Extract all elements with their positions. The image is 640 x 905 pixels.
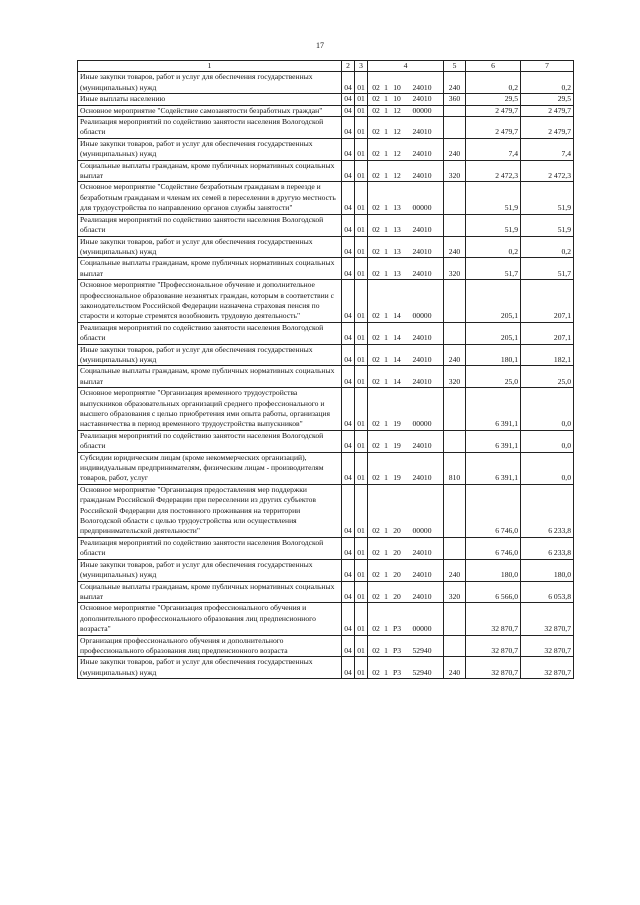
table-row <box>78 322 574 344</box>
article-direction: 24010 <box>412 333 432 343</box>
article-direction: 24010 <box>412 225 432 235</box>
table-row <box>78 344 574 366</box>
row-target-article <box>368 94 444 105</box>
row-amount-year-2: 25,0 <box>521 366 574 388</box>
row-subsection: 01 <box>355 258 368 280</box>
article-program: 02 <box>372 473 380 483</box>
article-event: 19 <box>393 441 401 451</box>
row-expense-type: 320 <box>444 366 466 388</box>
row-target-article <box>368 117 444 139</box>
row-amount-year-1: 180,0 <box>466 559 521 581</box>
row-expense-type: 240 <box>444 559 466 581</box>
row-expense-type <box>444 388 466 431</box>
row-target-article <box>368 105 444 116</box>
article-event: 12 <box>393 127 401 137</box>
article-program: 02 <box>372 441 380 451</box>
article-program: 02 <box>372 376 380 386</box>
row-expense-type <box>444 484 466 537</box>
row-section: 04 <box>342 94 355 105</box>
article-program: 02 <box>372 311 380 321</box>
article-subprogram: 1 <box>384 526 388 536</box>
article-event: 12 <box>393 171 401 181</box>
row-name: Реализация мероприятий по содействию занятости населения Вологодской области <box>78 322 342 344</box>
row-section: 04 <box>342 430 355 452</box>
article-program: 02 <box>372 419 380 429</box>
article-subprogram: 1 <box>384 624 388 634</box>
article-direction: 24010 <box>412 591 432 601</box>
row-amount-year-1: 0,2 <box>466 236 521 258</box>
row-target-article <box>368 430 444 452</box>
table-body <box>78 72 574 679</box>
row-target-article <box>368 452 444 484</box>
row-expense-type: 810 <box>444 452 466 484</box>
row-target-article <box>368 236 444 258</box>
article-subprogram: 1 <box>384 645 388 655</box>
row-target-article <box>368 72 444 94</box>
article-direction: 24010 <box>412 171 432 181</box>
article-event: 20 <box>393 570 401 580</box>
article-subprogram: 1 <box>384 94 388 104</box>
row-expense-type: 240 <box>444 657 466 679</box>
row-target-article <box>368 322 444 344</box>
article-subprogram: 1 <box>384 570 388 580</box>
row-target-article <box>368 484 444 537</box>
row-section: 04 <box>342 105 355 116</box>
row-name: Реализация мероприятий по содействию занятости населения Вологодской области <box>78 537 342 559</box>
article-event: P3 <box>392 645 402 655</box>
row-expense-type <box>444 280 466 323</box>
article-program: 02 <box>372 354 380 364</box>
row-section: 04 <box>342 344 355 366</box>
row-amount-year-1: 6 746,0 <box>466 537 521 559</box>
article-event: 13 <box>393 246 401 256</box>
row-expense-type <box>444 322 466 344</box>
article-program: 02 <box>372 203 380 213</box>
article-direction: 24010 <box>412 94 432 104</box>
row-expense-type: 360 <box>444 94 466 105</box>
row-amount-year-2: 207,1 <box>521 322 574 344</box>
article-subprogram: 1 <box>384 667 388 677</box>
article-event: 13 <box>393 268 401 278</box>
header-col-5: 5 <box>444 61 466 72</box>
article-direction: 24010 <box>412 441 432 451</box>
header-col-1: 1 <box>78 61 342 72</box>
article-subprogram: 1 <box>384 473 388 483</box>
row-amount-year-2: 7,4 <box>521 138 574 160</box>
row-subsection: 01 <box>355 117 368 139</box>
row-amount-year-2: 180,0 <box>521 559 574 581</box>
row-subsection: 01 <box>355 236 368 258</box>
article-direction: 24010 <box>412 570 432 580</box>
article-direction: 00000 <box>412 624 432 634</box>
row-target-article <box>368 603 444 635</box>
row-section: 04 <box>342 182 355 214</box>
row-name: Иные закупки товаров, работ и услуг для обеспечения государственных (муниципальных) нужд <box>78 236 342 258</box>
row-name: Иные закупки товаров, работ и услуг для обеспечения государственных (муниципальных) нужд <box>78 138 342 160</box>
row-amount-year-1: 32 870,7 <box>466 635 521 657</box>
article-subprogram: 1 <box>384 441 388 451</box>
table-row <box>78 160 574 182</box>
row-amount-year-2: 207,1 <box>521 280 574 323</box>
table-row <box>78 214 574 236</box>
article-subprogram: 1 <box>384 333 388 343</box>
article-program: 02 <box>372 645 380 655</box>
row-name: Реализация мероприятий по содействию занятости населения Вологодской области <box>78 214 342 236</box>
table-row <box>78 72 574 94</box>
article-event: 13 <box>393 225 401 235</box>
row-amount-year-1: 205,1 <box>466 322 521 344</box>
row-expense-type: 320 <box>444 258 466 280</box>
row-section: 04 <box>342 160 355 182</box>
row-name: Реализация мероприятий по содействию занятости населения Вологодской области <box>78 117 342 139</box>
row-amount-year-1: 51,7 <box>466 258 521 280</box>
row-section: 04 <box>342 581 355 603</box>
row-subsection: 01 <box>355 94 368 105</box>
article-program: 02 <box>372 82 380 92</box>
row-expense-type <box>444 105 466 116</box>
article-subprogram: 1 <box>384 82 388 92</box>
article-direction: 00000 <box>412 526 432 536</box>
article-program: 02 <box>372 225 380 235</box>
table-row <box>78 452 574 484</box>
row-section: 04 <box>342 280 355 323</box>
article-subprogram: 1 <box>384 376 388 386</box>
row-subsection: 01 <box>355 366 368 388</box>
table-row <box>78 182 574 214</box>
row-target-article <box>368 160 444 182</box>
article-event: 14 <box>393 354 401 364</box>
row-amount-year-2: 6 053,8 <box>521 581 574 603</box>
article-subprogram: 1 <box>384 354 388 364</box>
row-name: Основное мероприятие "Организация профессионального обучения и дополнительного профессионального образования лиц предпенсионного возраста" <box>78 603 342 635</box>
article-subprogram: 1 <box>384 419 388 429</box>
row-amount-year-2: 0,2 <box>521 72 574 94</box>
row-target-article <box>368 559 444 581</box>
article-event: 12 <box>393 105 401 115</box>
row-name: Иные закупки товаров, работ и услуг для обеспечения государственных (муниципальных) нужд <box>78 559 342 581</box>
article-direction: 24010 <box>412 548 432 558</box>
row-subsection: 01 <box>355 484 368 537</box>
article-direction: 24010 <box>412 82 432 92</box>
row-section: 04 <box>342 603 355 635</box>
article-subprogram: 1 <box>384 105 388 115</box>
header-col-3: 3 <box>355 61 368 72</box>
table-row <box>78 258 574 280</box>
row-section: 04 <box>342 72 355 94</box>
row-amount-year-2: 0,0 <box>521 452 574 484</box>
row-section: 04 <box>342 117 355 139</box>
row-amount-year-2: 0,0 <box>521 388 574 431</box>
row-section: 04 <box>342 366 355 388</box>
row-subsection: 01 <box>355 581 368 603</box>
row-subsection: 01 <box>355 537 368 559</box>
row-amount-year-1: 6 391,1 <box>466 388 521 431</box>
row-amount-year-1: 6 746,0 <box>466 484 521 537</box>
row-name: Социальные выплаты гражданам, кроме публичных нормативных социальных выплат <box>78 581 342 603</box>
row-amount-year-2: 32 870,7 <box>521 657 574 679</box>
row-amount-year-2: 2 479,7 <box>521 117 574 139</box>
table-row <box>78 94 574 105</box>
article-direction: 52940 <box>412 667 432 677</box>
row-expense-type <box>444 603 466 635</box>
article-program: 02 <box>372 333 380 343</box>
row-target-article <box>368 366 444 388</box>
row-section: 04 <box>342 635 355 657</box>
article-event: 10 <box>393 82 401 92</box>
row-amount-year-2: 6 233,8 <box>521 537 574 559</box>
article-program: 02 <box>372 526 380 536</box>
row-section: 04 <box>342 452 355 484</box>
row-expense-type <box>444 430 466 452</box>
row-amount-year-1: 32 870,7 <box>466 657 521 679</box>
row-subsection: 01 <box>355 160 368 182</box>
table-row <box>78 117 574 139</box>
article-direction: 24010 <box>412 473 432 483</box>
row-section: 04 <box>342 322 355 344</box>
row-name: Социальные выплаты гражданам, кроме публичных нормативных социальных выплат <box>78 160 342 182</box>
row-expense-type <box>444 117 466 139</box>
row-target-article <box>368 388 444 431</box>
article-event: 13 <box>393 203 401 213</box>
article-direction: 24010 <box>412 268 432 278</box>
article-direction: 00000 <box>412 203 432 213</box>
row-amount-year-2: 2 472,3 <box>521 160 574 182</box>
row-target-article <box>368 280 444 323</box>
article-event: 20 <box>393 591 401 601</box>
row-amount-year-2: 182,1 <box>521 344 574 366</box>
row-amount-year-2: 2 479,7 <box>521 105 574 116</box>
row-section: 04 <box>342 214 355 236</box>
row-target-article <box>368 344 444 366</box>
row-subsection: 01 <box>355 635 368 657</box>
article-program: 02 <box>372 246 380 256</box>
article-subprogram: 1 <box>384 591 388 601</box>
article-subprogram: 1 <box>384 149 388 159</box>
row-amount-year-2: 51,7 <box>521 258 574 280</box>
row-name: Основное мероприятие "Организация временного трудоустройства выпускников образовательных организаций среднего профессионального и высшего образования с целью приобретения ими опыта работы, организация наставничества в период временного трудоустройства выпускников" <box>78 388 342 431</box>
row-subsection: 01 <box>355 603 368 635</box>
article-program: 02 <box>372 667 380 677</box>
row-amount-year-2: 32 870,7 <box>521 635 574 657</box>
row-subsection: 01 <box>355 430 368 452</box>
row-amount-year-1: 205,1 <box>466 280 521 323</box>
article-event: 14 <box>393 311 401 321</box>
article-event: 14 <box>393 376 401 386</box>
article-subprogram: 1 <box>384 548 388 558</box>
row-name: Реализация мероприятий по содействию занятости населения Вологодской области <box>78 430 342 452</box>
row-expense-type: 240 <box>444 344 466 366</box>
row-name: Социальные выплаты гражданам, кроме публичных нормативных социальных выплат <box>78 258 342 280</box>
row-expense-type: 320 <box>444 160 466 182</box>
header-col-7: 7 <box>521 61 574 72</box>
row-target-article <box>368 138 444 160</box>
article-program: 02 <box>372 570 380 580</box>
row-amount-year-1: 6 566,0 <box>466 581 521 603</box>
header-col-6: 6 <box>466 61 521 72</box>
article-subprogram: 1 <box>384 127 388 137</box>
row-target-article <box>368 581 444 603</box>
row-target-article <box>368 537 444 559</box>
article-direction: 00000 <box>412 105 432 115</box>
article-event: 10 <box>393 94 401 104</box>
article-subprogram: 1 <box>384 203 388 213</box>
row-subsection: 01 <box>355 138 368 160</box>
row-section: 04 <box>342 138 355 160</box>
article-subprogram: 1 <box>384 225 388 235</box>
row-amount-year-2: 51,9 <box>521 182 574 214</box>
row-name: Организация профессионального обучения и дополнительного профессионального образования лиц предпенсионного возраста <box>78 635 342 657</box>
row-subsection: 01 <box>355 182 368 214</box>
article-program: 02 <box>372 548 380 558</box>
row-expense-type <box>444 182 466 214</box>
row-expense-type: 240 <box>444 72 466 94</box>
budget-table <box>77 60 574 679</box>
row-subsection: 01 <box>355 559 368 581</box>
article-subprogram: 1 <box>384 171 388 181</box>
table-row <box>78 635 574 657</box>
row-subsection: 01 <box>355 280 368 323</box>
article-program: 02 <box>372 171 380 181</box>
row-expense-type: 240 <box>444 138 466 160</box>
table-row <box>78 105 574 116</box>
row-expense-type <box>444 635 466 657</box>
row-amount-year-2: 0,2 <box>521 236 574 258</box>
article-direction: 24010 <box>412 149 432 159</box>
row-expense-type <box>444 214 466 236</box>
row-target-article <box>368 258 444 280</box>
row-subsection: 01 <box>355 105 368 116</box>
row-subsection: 01 <box>355 344 368 366</box>
table-row <box>78 388 574 431</box>
row-amount-year-1: 6 391,1 <box>466 430 521 452</box>
row-name: Основное мероприятие "Организация предоставления мер поддержки гражданам Российской Федерации при переселении из других субъектов Российской Федерации для постоянного проживания на территории Вологодской области с целью трудоустройства или осуществления предпринимательской деятельности" <box>78 484 342 537</box>
row-subsection: 01 <box>355 322 368 344</box>
table-row <box>78 537 574 559</box>
article-direction: 24010 <box>412 376 432 386</box>
row-subsection: 01 <box>355 452 368 484</box>
row-section: 04 <box>342 258 355 280</box>
row-amount-year-1: 32 870,7 <box>466 603 521 635</box>
table-row <box>78 236 574 258</box>
article-program: 02 <box>372 591 380 601</box>
article-subprogram: 1 <box>384 246 388 256</box>
table-row <box>78 138 574 160</box>
table-row <box>78 581 574 603</box>
article-event: 20 <box>393 548 401 558</box>
row-name: Основное мероприятие "Профессиональное обучение и дополнительное профессиональное образование незанятых граждан, которым в соответствии с законодательством Российской Федерации назначена страховая пенсия по старости и которые стремятся возобновить трудовую деятельность" <box>78 280 342 323</box>
header-row <box>78 61 574 72</box>
row-amount-year-2: 29,5 <box>521 94 574 105</box>
article-direction: 24010 <box>412 246 432 256</box>
row-name: Иные закупки товаров, работ и услуг для обеспечения государственных (муниципальных) нужд <box>78 72 342 94</box>
article-program: 02 <box>372 268 380 278</box>
table-row <box>78 657 574 679</box>
row-amount-year-1: 6 391,1 <box>466 452 521 484</box>
article-program: 02 <box>372 149 380 159</box>
article-direction: 52940 <box>412 645 432 655</box>
row-name: Субсидии юридическим лицам (кроме некоммерческих организаций), индивидуальным предпринимателям, физическим лицам - производителям товаров, работ, услуг <box>78 452 342 484</box>
article-program: 02 <box>372 105 380 115</box>
row-subsection: 01 <box>355 214 368 236</box>
header-col-2: 2 <box>342 61 355 72</box>
row-target-article <box>368 635 444 657</box>
row-section: 04 <box>342 537 355 559</box>
article-direction: 24010 <box>412 354 432 364</box>
article-event: P3 <box>392 667 402 677</box>
article-event: 19 <box>393 473 401 483</box>
article-program: 02 <box>372 624 380 634</box>
table-row <box>78 559 574 581</box>
row-target-article <box>368 182 444 214</box>
header-col-4: 4 <box>368 61 444 72</box>
article-direction: 24010 <box>412 127 432 137</box>
article-direction: 00000 <box>412 419 432 429</box>
row-amount-year-1: 51,9 <box>466 214 521 236</box>
row-amount-year-1: 2 472,3 <box>466 160 521 182</box>
article-event: 20 <box>393 526 401 536</box>
row-section: 04 <box>342 484 355 537</box>
row-section: 04 <box>342 236 355 258</box>
table-row <box>78 603 574 635</box>
row-section: 04 <box>342 559 355 581</box>
row-amount-year-2: 51,9 <box>521 214 574 236</box>
row-name: Основное мероприятие "Содействие самозанятости безработных граждан" <box>78 105 342 116</box>
row-expense-type: 320 <box>444 581 466 603</box>
row-section: 04 <box>342 388 355 431</box>
row-amount-year-1: 29,5 <box>466 94 521 105</box>
article-direction: 00000 <box>412 311 432 321</box>
row-amount-year-2: 6 233,8 <box>521 484 574 537</box>
row-name: Основное мероприятие "Содействие безработным гражданам в переезде и безработным гражданам и членам их семей в переселении в другую местность для трудоустройства по направлению органов службы занятости" <box>78 182 342 214</box>
page-number: 17 <box>316 41 324 50</box>
row-name: Социальные выплаты гражданам, кроме публичных нормативных социальных выплат <box>78 366 342 388</box>
row-subsection: 01 <box>355 657 368 679</box>
table-row <box>78 484 574 537</box>
row-amount-year-2: 32 870,7 <box>521 603 574 635</box>
row-amount-year-1: 0,2 <box>466 72 521 94</box>
row-amount-year-1: 2 479,7 <box>466 105 521 116</box>
row-name: Иные закупки товаров, работ и услуг для обеспечения государственных (муниципальных) нужд <box>78 657 342 679</box>
row-subsection: 01 <box>355 72 368 94</box>
row-amount-year-1: 7,4 <box>466 138 521 160</box>
table-row <box>78 280 574 323</box>
row-amount-year-1: 2 479,7 <box>466 117 521 139</box>
article-subprogram: 1 <box>384 268 388 278</box>
table-row <box>78 366 574 388</box>
article-program: 02 <box>372 94 380 104</box>
row-amount-year-2: 0,0 <box>521 430 574 452</box>
article-event: 12 <box>393 149 401 159</box>
row-expense-type: 240 <box>444 236 466 258</box>
row-amount-year-1: 25,0 <box>466 366 521 388</box>
row-amount-year-1: 180,1 <box>466 344 521 366</box>
row-amount-year-1: 51,9 <box>466 182 521 214</box>
row-name: Иные выплаты населению <box>78 94 342 105</box>
article-event: 14 <box>393 333 401 343</box>
row-target-article <box>368 214 444 236</box>
row-section: 04 <box>342 657 355 679</box>
row-target-article <box>368 657 444 679</box>
row-name: Иные закупки товаров, работ и услуг для обеспечения государственных (муниципальных) нужд <box>78 344 342 366</box>
article-program: 02 <box>372 127 380 137</box>
row-expense-type <box>444 537 466 559</box>
article-event: P3 <box>392 624 402 634</box>
article-subprogram: 1 <box>384 311 388 321</box>
article-event: 19 <box>393 419 401 429</box>
table-row <box>78 430 574 452</box>
row-subsection: 01 <box>355 388 368 431</box>
